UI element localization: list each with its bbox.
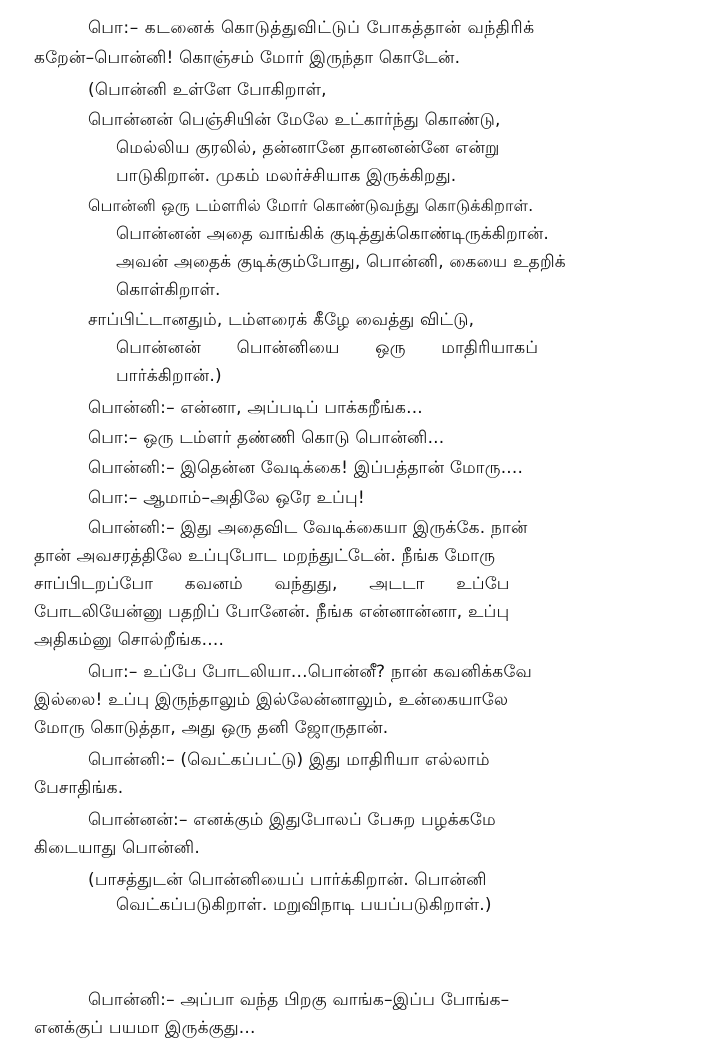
text-line: கறேன்–பொன்னி! கொஞ்சம் மோர் இருந்தா கொடேன்.: [34, 48, 461, 68]
dialogue-line: பொன்னி:– இதென்ன வேடிக்கை! இப்பத்தான் மோரு....: [88, 458, 524, 478]
dialogue-line: மோரு கொடுத்தா, அது ஒரு தனி ஜோருதான்.: [34, 718, 389, 738]
dialogue-line: பொ:– உப்பே போடலியா...பொன்னீ? நான் கவனிக்கவே: [88, 662, 532, 682]
stage-direction-line: (பொன்னி உள்ளே போகிறாள்,: [88, 80, 327, 100]
stage-direction-line: மெல்லிய குரலில், தன்னானே தானனன்னே என்று: [116, 138, 500, 158]
dialogue-line: போடலியேன்னு பதறிப் போனேன். நீங்க என்னான்னா, உப்பு: [34, 602, 510, 622]
dialogue-line: பொன்னி:– இது அதைவிட வேடிக்கையா இருக்கே. நான்: [88, 518, 528, 538]
dialogue-line: பொன்னி:– (வெட்கப்பட்டு) இது மாதிரியா எல்லாம்: [88, 750, 490, 770]
dialogue-line: எனக்குப் பயமா இருக்குது...: [34, 1018, 256, 1038]
dialogue-line: பேசாதிங்க.: [34, 778, 124, 798]
stage-direction-line: பொன்னன் அதை வாங்கிக் குடித்துக்கொண்டிருக்கிறான்.: [116, 224, 550, 244]
dialogue-line: கிடையாது பொன்னி.: [34, 838, 200, 858]
stage-direction-line: பொன்னி ஒரு டம்ளரில் மோர் கொண்டுவந்து கொடுக்கிறாள்.: [88, 196, 534, 215]
stage-direction-line: பாடுகிறான். முகம் மலர்ச்சியாக இருக்கிறது.: [116, 166, 457, 186]
dialogue-line: பொ:– ஒரு டம்ளர் தண்ணி கொடு பொன்னி...: [88, 428, 445, 448]
dialogue-line: பொன்னி:– அப்பா வந்த பிறகு வாங்க–இப்ப போங்க–: [88, 990, 510, 1010]
dialogue-line: அதிகம்னு சொல்றீங்க....: [34, 630, 225, 650]
stage-direction-line: வெட்கப்படுகிறாள். மறுவிநாடி பயப்படுகிறாள்.): [116, 895, 492, 915]
dialogue-line: பொன்னி:– என்னா, அப்படிப் பாக்கறீங்க...: [88, 398, 423, 418]
stage-direction-line: பொன்னன் பெஞ்சியின் மேலே உட்கார்ந்து கொண்டு,: [88, 110, 501, 130]
stage-direction-line: கொள்கிறாள்.: [116, 280, 221, 300]
stage-direction-line: (பாசத்துடன் பொன்னியைப் பார்க்கிறான். பொன்னி: [88, 870, 487, 890]
dialogue-line: இல்லை! உப்பு இருந்தாலும் இல்லேன்னாலும், உன்கையாலே: [34, 690, 509, 710]
stage-direction-line: அவன் அதைக் குடிக்கும்போது, பொன்னி, கையை உதறிக்: [116, 252, 566, 272]
stage-direction-line: சாப்பிட்டானதும், டம்ளரைக் கீழே வைத்து விட்டு,: [88, 310, 475, 330]
dialogue-line: பொன்னன்:– எனக்கும் இதுபோலப் பேசுற பழக்கமே: [88, 810, 496, 830]
dialogue-line: சாப்பிடறப்போ கவனம் வந்துது, அடடா உப்பே: [34, 574, 510, 594]
dialogue-line: தான் அவசரத்திலே உப்புபோட மறந்துட்டேன். நீங்க மோரு: [34, 546, 496, 566]
stage-direction-line: பொன்னன் பொன்னியை ஒரு மாதிரியாகப்: [116, 338, 539, 358]
text-line: பொ:– கடனைக் கொடுத்துவிட்டுப் போகத்தான் வந்திரிக்: [88, 18, 535, 38]
dialogue-line: பொ:– ஆமாம்–அதிலே ஒரே உப்பு!: [88, 488, 365, 508]
stage-direction-line: பார்க்கிறான்.): [116, 366, 222, 386]
